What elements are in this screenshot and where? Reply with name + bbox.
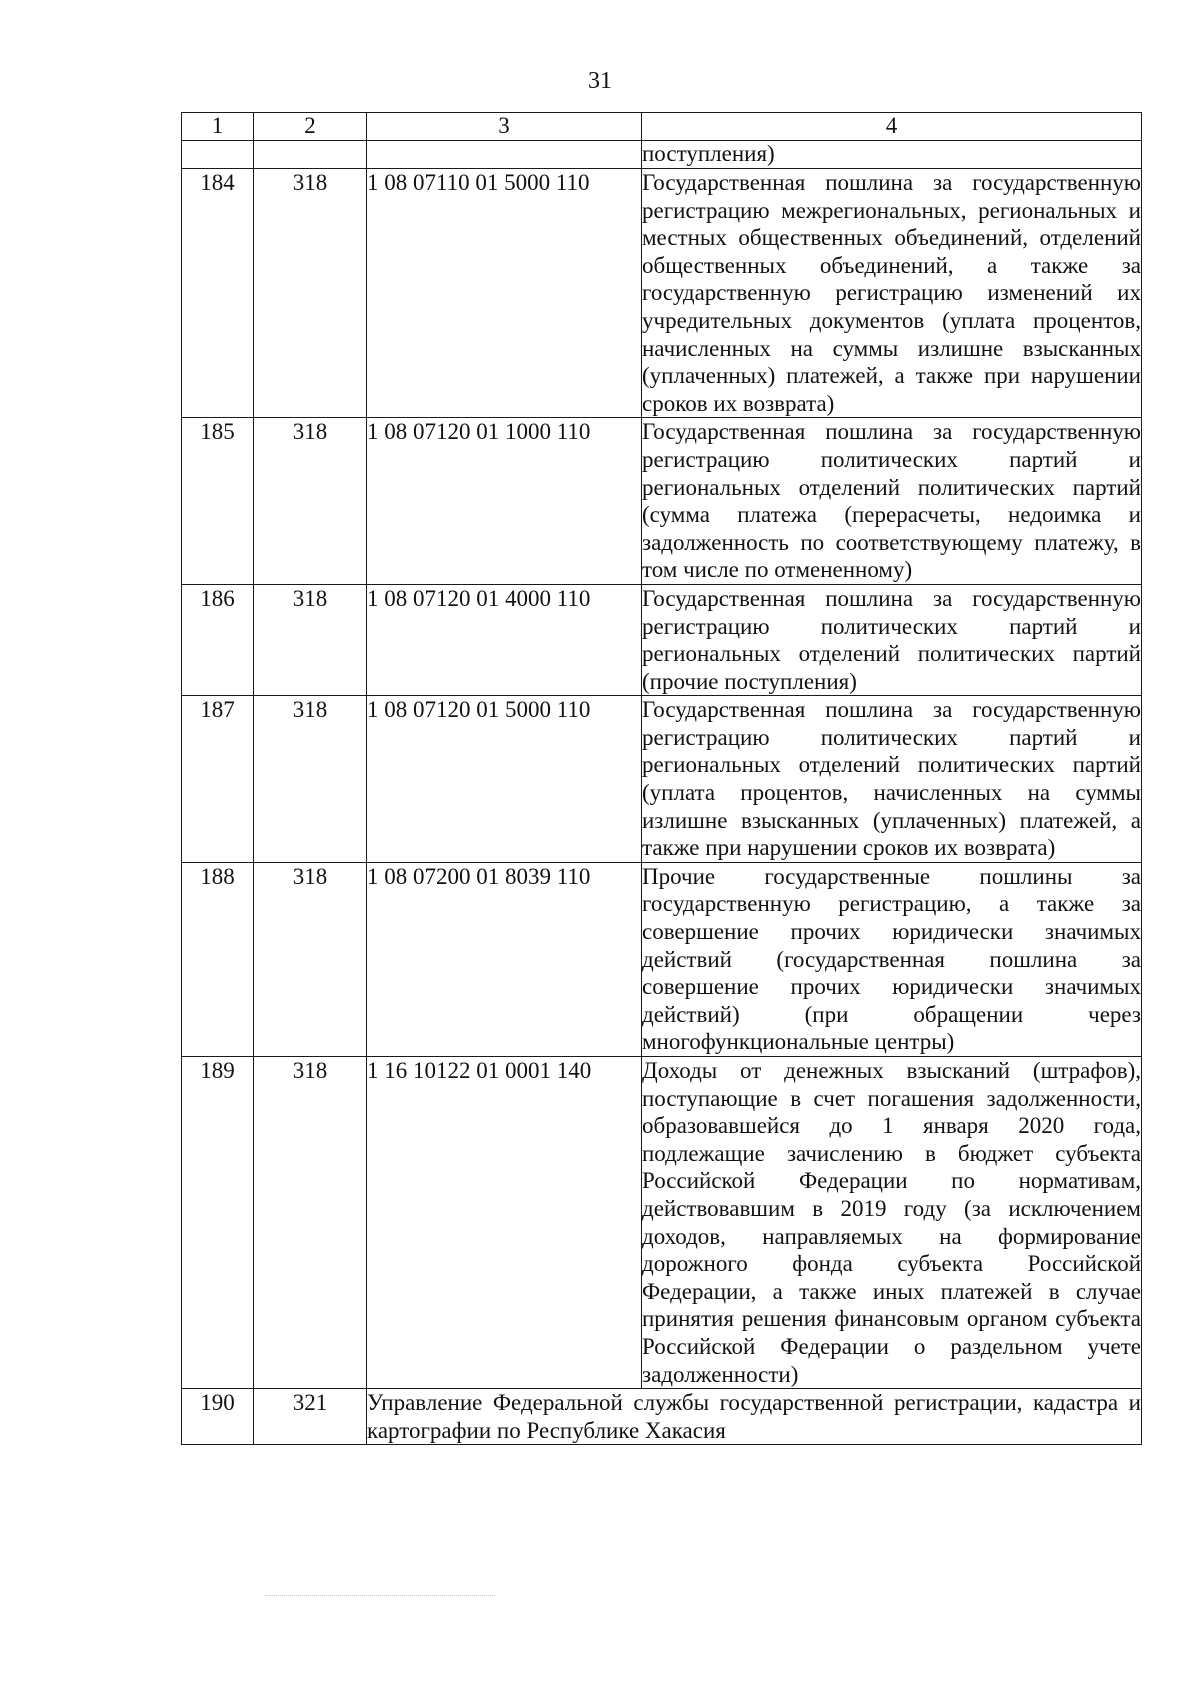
continued-description: поступления) — [642, 141, 1142, 169]
column-number-3: 3 — [367, 113, 642, 141]
table-row — [182, 169, 1142, 418]
admin-code: 318 — [254, 696, 367, 863]
table-header-row — [182, 113, 1142, 141]
row-index: 184 — [182, 169, 254, 418]
kbk-code: 1 16 10122 01 0001 140 — [367, 1057, 642, 1389]
kbk-code: 1 08 07110 01 5000 110 — [367, 169, 642, 418]
kbk-code: 1 08 07120 01 4000 110 — [367, 584, 642, 695]
column-number-4: 4 — [642, 113, 1142, 141]
empty-cell — [254, 141, 367, 169]
admin-code: 318 — [254, 169, 367, 418]
row-index: 185 — [182, 418, 254, 585]
revenue-description: Доходы от денежных взысканий (штрафов), поступающие в счет погашения задолженности, образовавшейся до 1 января 2020 года, подлежащие зачислению в бюджет субъекта Российской Федерации по нормативам, действовавшим в 2019 году (за исключением доходов, направляемых на формирование дорожного фонда субъекта Российской Федерации, а также иных платежей в случае принятия решения финансовым органом субъекта Российской Федерации о раздельном учете задолженности) — [642, 1057, 1142, 1389]
admin-code: 321 — [254, 1389, 367, 1445]
empty-cell — [182, 141, 254, 169]
revenue-description: Государственная пошлина за государственную регистрацию политических партий и региональных отделений политических партий (уплата процентов, начисленных на суммы излишне взысканных (уплаченных) платежей, а также при нарушении сроков их возврата) — [642, 696, 1142, 863]
admin-code: 318 — [254, 1057, 367, 1389]
revenue-description: Государственная пошлина за государственную регистрацию политических партий и региональных отделений политических партий (сумма платежа (перерасчеты, недоимка и задолженность по соответствующему платежу, в том числе по отмененному) — [642, 418, 1142, 585]
table-row — [182, 696, 1142, 863]
table-row — [182, 1057, 1142, 1389]
column-number-2: 2 — [254, 113, 367, 141]
kbk-code: 1 08 07200 01 8039 110 — [367, 862, 642, 1056]
revenue-description: Государственная пошлина за государственную регистрацию политических партий и региональных отделений политических партий (прочие поступления) — [642, 584, 1142, 695]
table-row — [182, 418, 1142, 585]
admin-code: 318 — [254, 584, 367, 695]
kbk-code: 1 08 07120 01 1000 110 — [367, 418, 642, 585]
empty-cell — [367, 141, 642, 169]
admin-code: 318 — [254, 418, 367, 585]
administrator-row — [182, 1389, 1142, 1445]
continued-row — [182, 141, 1142, 169]
row-index: 190 — [182, 1389, 254, 1445]
table-row — [182, 862, 1142, 1056]
table-row — [182, 584, 1142, 695]
kbk-code: 1 08 07120 01 5000 110 — [367, 696, 642, 863]
revenue-description: Прочие государственные пошлины за государственную регистрацию, а также за совершение прочих юридически значимых действий (государственная пошлина за совершение прочих юридически значимых действий) (при обращении через многофункциональные центры) — [642, 862, 1142, 1056]
row-index: 186 — [182, 584, 254, 695]
administrator-name: Управление Федеральной службы государственной регистрации, кадастра и картографии по Республике Хакасия — [367, 1389, 1142, 1445]
scan-artifact — [265, 1595, 495, 1598]
admin-code: 318 — [254, 862, 367, 1056]
revenue-codes-table — [181, 112, 1142, 1445]
revenue-description: Государственная пошлина за государственную регистрацию межрегиональных, региональных и местных общественных объединений, отделений общественных объединений, а также за государственную регистрацию изменений их учредительных документов (уплата процентов, начисленных на суммы излишне взысканных (уплаченных) платежей, а также при нарушении сроков их возврата) — [642, 169, 1142, 418]
row-index: 187 — [182, 696, 254, 863]
row-index: 189 — [182, 1057, 254, 1389]
row-index: 188 — [182, 862, 254, 1056]
page-number: 31 — [588, 68, 612, 94]
column-number-1: 1 — [182, 113, 254, 141]
